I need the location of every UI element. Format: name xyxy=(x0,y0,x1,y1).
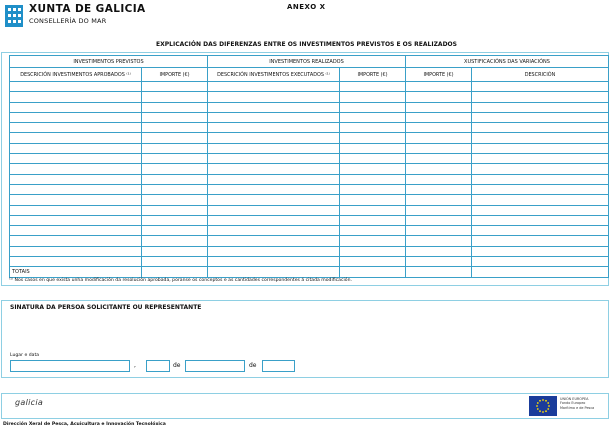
table-cell[interactable] xyxy=(406,143,472,153)
table-cell[interactable] xyxy=(142,102,208,112)
col-realized-amount: IMPORTE (€) xyxy=(340,68,406,82)
place-date-label: Lugar e data xyxy=(10,353,40,358)
table-cell[interactable] xyxy=(10,215,142,225)
table-row xyxy=(10,226,609,236)
table-row xyxy=(10,205,609,215)
table-group-header xyxy=(10,56,609,68)
table-row xyxy=(10,82,609,92)
table-cell[interactable] xyxy=(340,236,406,246)
table-cell[interactable] xyxy=(472,154,609,164)
table-cell[interactable] xyxy=(142,246,208,256)
table-cell[interactable] xyxy=(340,154,406,164)
table-cell[interactable] xyxy=(340,205,406,215)
table-cell[interactable] xyxy=(472,205,609,215)
table-cell[interactable] xyxy=(406,123,472,133)
table-cell[interactable] xyxy=(472,195,609,205)
table-cell[interactable] xyxy=(406,82,472,92)
table-row xyxy=(10,102,609,112)
table-cell[interactable] xyxy=(208,267,340,277)
table-row xyxy=(10,195,609,205)
group-planned: INVESTIMENTOS PREVISTOS xyxy=(10,56,208,68)
col-variation-description: DESCRICIÓN xyxy=(472,68,609,82)
table-cell[interactable] xyxy=(10,92,142,102)
table-row xyxy=(10,184,609,194)
table-cell[interactable] xyxy=(142,112,208,122)
table-cell[interactable] xyxy=(406,215,472,225)
logos-section xyxy=(1,393,609,419)
table-cell[interactable] xyxy=(208,226,340,236)
investments-table xyxy=(9,55,609,278)
table-cell[interactable] xyxy=(10,195,142,205)
table-cell[interactable] xyxy=(340,112,406,122)
eu-star-icon xyxy=(548,405,550,407)
table-cell[interactable] xyxy=(406,205,472,215)
eu-star-icon xyxy=(537,408,539,410)
table-cell[interactable] xyxy=(472,236,609,246)
table-row xyxy=(10,154,609,164)
table-cell[interactable] xyxy=(10,112,142,122)
table-cell[interactable] xyxy=(406,195,472,205)
table-cell[interactable] xyxy=(406,257,472,267)
table-cell[interactable] xyxy=(10,143,142,153)
table-cell[interactable] xyxy=(340,123,406,133)
table-cell[interactable] xyxy=(142,174,208,184)
table-cell[interactable] xyxy=(208,236,340,246)
table-cell[interactable] xyxy=(340,174,406,184)
table-row xyxy=(10,92,609,102)
eu-line-1: UNIÓN EUROPEA xyxy=(560,397,589,401)
eu-line-3: Marítimo e de Pesca xyxy=(560,405,595,410)
col-variation-amount: IMPORTE (€) xyxy=(406,68,472,82)
table-cell[interactable] xyxy=(472,226,609,236)
table-cell[interactable] xyxy=(340,267,406,277)
table-cell[interactable] xyxy=(340,184,406,194)
table-row xyxy=(10,215,609,225)
table-cell[interactable] xyxy=(208,123,340,133)
eu-star-icon xyxy=(539,410,541,412)
table-cell[interactable] xyxy=(208,246,340,256)
table-cell[interactable] xyxy=(10,164,142,174)
table-cell[interactable] xyxy=(208,154,340,164)
table-cell[interactable] xyxy=(406,246,472,256)
table-cell[interactable] xyxy=(340,246,406,256)
totals-row xyxy=(10,267,609,277)
year-field[interactable] xyxy=(262,360,295,372)
table-cell[interactable] xyxy=(10,102,142,112)
table-cell[interactable] xyxy=(208,82,340,92)
table-cell[interactable] xyxy=(406,174,472,184)
table-cell[interactable] xyxy=(472,267,609,277)
table-cell[interactable] xyxy=(10,257,142,267)
table-cell[interactable] xyxy=(340,215,406,225)
galicia-logo: galicia xyxy=(15,398,44,407)
table-cell[interactable] xyxy=(208,215,340,225)
table-cell[interactable] xyxy=(10,154,142,164)
table-cell[interactable] xyxy=(208,112,340,122)
group-justification: XUSTIFICACIÓNS DAS VARIACIÓNS xyxy=(406,56,609,68)
table-cell[interactable] xyxy=(208,92,340,102)
table-cell[interactable] xyxy=(406,92,472,102)
eu-star-icon xyxy=(545,410,547,412)
table-cell[interactable] xyxy=(10,123,142,133)
table-cell[interactable] xyxy=(10,174,142,184)
table-cell[interactable] xyxy=(340,82,406,92)
table-cell[interactable] xyxy=(142,236,208,246)
eu-star-icon xyxy=(542,411,544,413)
table-cell[interactable] xyxy=(406,102,472,112)
xunta-emblem-icon xyxy=(4,4,24,28)
table-cell[interactable] xyxy=(142,154,208,164)
table-cell[interactable] xyxy=(406,154,472,164)
table-cell[interactable] xyxy=(472,82,609,92)
table-cell[interactable] xyxy=(208,195,340,205)
table-row xyxy=(10,236,609,246)
eu-flag-icon xyxy=(529,396,557,416)
table-cell[interactable] xyxy=(10,205,142,215)
eu-star-icon xyxy=(542,399,544,401)
table-cell[interactable] xyxy=(472,164,609,174)
table-cell[interactable] xyxy=(340,102,406,112)
eu-star-icon xyxy=(539,400,541,402)
table-cell[interactable] xyxy=(208,143,340,153)
table-cell[interactable] xyxy=(340,226,406,236)
eu-star-icon xyxy=(537,402,539,404)
eu-line-2: Fondo Europeo xyxy=(560,401,586,406)
table-cell[interactable] xyxy=(406,267,472,277)
department-name: CONSELLERÍA DO MAR xyxy=(29,17,107,25)
eu-star-icon xyxy=(545,400,547,402)
table-cell[interactable] xyxy=(142,195,208,205)
table-cell[interactable] xyxy=(10,226,142,236)
table-row xyxy=(10,246,609,256)
table-cell[interactable] xyxy=(142,143,208,153)
table-cell[interactable] xyxy=(142,133,208,143)
table-cell[interactable] xyxy=(340,195,406,205)
table-cell[interactable] xyxy=(142,267,208,277)
table-cell[interactable] xyxy=(340,133,406,143)
table-cell[interactable] xyxy=(142,257,208,267)
table-cell[interactable] xyxy=(406,164,472,174)
table-row xyxy=(10,257,609,267)
table-cell[interactable] xyxy=(208,174,340,184)
place-field[interactable] xyxy=(10,360,130,372)
table-cell[interactable] xyxy=(406,184,472,194)
comma-separator: , xyxy=(134,362,136,369)
form-title: EXPLICACIÓN DAS DIFERENZAS ENTRE OS INVESTIMENTOS PREVISTOS E OS REALIZADOS xyxy=(156,41,457,48)
table-cell[interactable] xyxy=(340,143,406,153)
table-cell[interactable] xyxy=(142,205,208,215)
table-cell[interactable] xyxy=(472,133,609,143)
table-row xyxy=(10,133,609,143)
table-cell[interactable] xyxy=(472,174,609,184)
eu-star-icon xyxy=(547,408,549,410)
eu-star-icon xyxy=(547,402,549,404)
table-cell[interactable] xyxy=(472,102,609,112)
eu-star-icon xyxy=(536,405,538,407)
day-field[interactable] xyxy=(146,360,170,372)
totals-label: TOTAIS xyxy=(10,267,142,277)
table-cell[interactable] xyxy=(472,184,609,194)
table-cell[interactable] xyxy=(10,246,142,256)
table-cell[interactable] xyxy=(208,133,340,143)
table-row xyxy=(10,164,609,174)
table-cell[interactable] xyxy=(142,82,208,92)
table-cell[interactable] xyxy=(208,102,340,112)
table-cell[interactable] xyxy=(340,92,406,102)
table-row xyxy=(10,174,609,184)
table-cell[interactable] xyxy=(472,257,609,267)
table-cell[interactable] xyxy=(142,184,208,194)
table-row xyxy=(10,143,609,153)
table-cell[interactable] xyxy=(472,112,609,122)
col-executed-description: DESCRICIÓN INVESTIMENTOS EXECUTADOS ⁽¹⁾ xyxy=(208,68,340,82)
table-cell[interactable] xyxy=(142,215,208,225)
table-cell[interactable] xyxy=(208,205,340,215)
table-cell[interactable] xyxy=(10,184,142,194)
table-cell[interactable] xyxy=(142,226,208,236)
table-cell[interactable] xyxy=(10,133,142,143)
table-cell[interactable] xyxy=(472,92,609,102)
table-cell[interactable] xyxy=(406,226,472,236)
month-field[interactable] xyxy=(185,360,245,372)
col-planned-amount: IMPORTE (€) xyxy=(142,68,208,82)
table-cell[interactable] xyxy=(472,143,609,153)
table-cell[interactable] xyxy=(340,257,406,267)
annex-label: ANEXO X xyxy=(287,3,326,11)
table-cell[interactable] xyxy=(472,215,609,225)
table-cell[interactable] xyxy=(472,246,609,256)
table-cell[interactable] xyxy=(10,82,142,92)
footnote: ⁽¹⁾ Nos casos en que exista unha modificación da resolución aprobada, poranse os conceptos e as cantidades correspondentes á citada modificación. xyxy=(9,278,352,283)
table-cell[interactable] xyxy=(472,123,609,133)
table-cell[interactable] xyxy=(406,236,472,246)
table-cell[interactable] xyxy=(406,133,472,143)
de-separator-1: de xyxy=(173,362,181,369)
table-cell[interactable] xyxy=(406,112,472,122)
table-cell[interactable] xyxy=(340,164,406,174)
group-realized: INVESTIMENTOS REALIZADOS xyxy=(208,56,406,68)
table-cell[interactable] xyxy=(208,164,340,174)
direction-name: Dirección Xeral de Pesca, Acuicultura e Innovación Tecnolóxica xyxy=(3,422,166,427)
table-row xyxy=(10,112,609,122)
table-row xyxy=(10,123,609,133)
eu-fund-text xyxy=(560,397,594,410)
table-cell[interactable] xyxy=(10,236,142,246)
org-name: XUNTA DE GALICIA xyxy=(29,3,146,15)
signature-title: SINATURA DA PERSOA SOLICITANTE OU REPRESENTANTE xyxy=(10,304,202,311)
table-column-header xyxy=(10,68,609,82)
table-cell[interactable] xyxy=(142,123,208,133)
table-cell[interactable] xyxy=(142,92,208,102)
col-approved-description: DESCRICIÓN INVESTIMENTOS APROBADOS ⁽¹⁾ xyxy=(10,68,142,82)
table-cell[interactable] xyxy=(142,164,208,174)
de-separator-2: de xyxy=(249,362,257,369)
table-cell[interactable] xyxy=(208,257,340,267)
table-cell[interactable] xyxy=(208,184,340,194)
